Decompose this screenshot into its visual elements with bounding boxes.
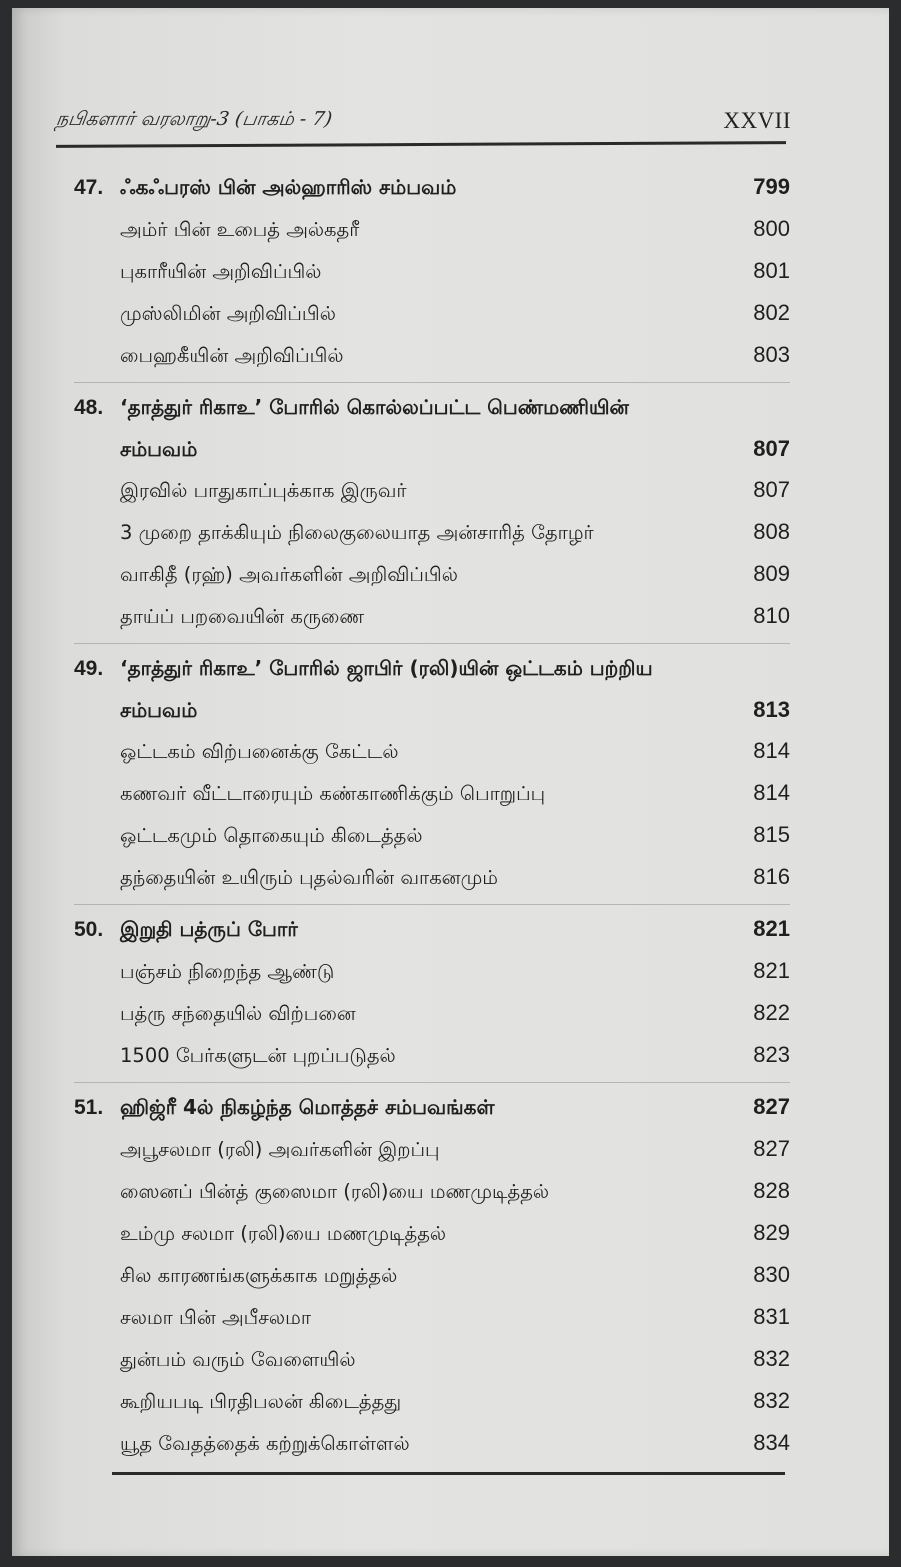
entry-page-number: 809	[753, 561, 790, 586]
chapter-title: சம்பவம்	[120, 437, 198, 461]
entry-title: தந்தையின் உயிரும் புதல்வரின் வாகனமும்	[120, 866, 498, 889]
chapter-number: 48.	[74, 396, 104, 419]
chapter-page-number: 813	[753, 697, 790, 722]
entry-page-number: 829	[753, 1220, 790, 1245]
entry-title: பஞ்சம் நிறைந்த ஆண்டு	[120, 960, 335, 983]
chapter-heading	[74, 434, 790, 464]
entry-page-number: 831	[753, 1304, 790, 1329]
chapter-title: ஃகஃபரஸ் பின் அல்ஹாரிஸ் சம்பவம்	[120, 175, 457, 199]
roman-page-number: XXVII	[723, 108, 791, 133]
entry-page-number: 814	[753, 738, 790, 763]
entry-title: தாய்ப் பறவையின் கருணை	[120, 605, 365, 628]
entry-page-number: 828	[753, 1178, 790, 1203]
chapter-separator	[74, 1082, 790, 1083]
entry-page-number: 815	[753, 822, 790, 847]
chapter-heading	[74, 695, 790, 725]
entry-page-number: 823	[753, 1042, 790, 1067]
entry-title: அபூசலமா (ரலி) அவர்களின் இறப்பு	[120, 1138, 440, 1161]
entry-title: கூறியபடி பிரதிபலன் கிடைத்தது	[120, 1390, 402, 1413]
entry-title: 3 முறை தாக்கியும் நிலைகுலையாத அன்சாரித் தோழர்	[120, 521, 594, 544]
chapter-title: இறுதி பத்ருப் போர்	[120, 917, 298, 941]
toc-entry	[74, 736, 790, 767]
toc-entry	[74, 601, 790, 632]
running-title: நபிகளார் வரலாறு-3 (பாகம் - 7)	[54, 108, 334, 130]
toc-entry	[74, 1218, 790, 1249]
toc-entry	[74, 778, 790, 809]
chapter-heading	[74, 1092, 790, 1123]
page-header	[56, 108, 791, 138]
entry-title: அம்ர் பின் உபைத் அல்கதரீ	[120, 218, 360, 241]
toc-entry	[74, 1176, 790, 1207]
chapter-page-number: 807	[753, 436, 790, 461]
toc-entry	[74, 1428, 790, 1459]
entry-title: இரவில் பாதுகாப்புக்காக இருவர்	[120, 479, 407, 502]
entry-title: வாகிதீ (ரஹ்) அவர்களின் அறிவிப்பில்	[120, 563, 458, 586]
toc-entry	[74, 475, 790, 506]
chapter-page-number: 821	[753, 916, 790, 941]
entry-page-number: 816	[753, 864, 790, 889]
entry-page-number: 832	[753, 1346, 790, 1371]
entry-page-number: 827	[753, 1136, 790, 1161]
chapter-number: 51.	[74, 1096, 104, 1119]
entry-title: முஸ்லிமின் அறிவிப்பில்	[120, 302, 336, 325]
entry-title: சில காரணங்களுக்காக மறுத்தல்	[120, 1264, 398, 1287]
chapter-heading	[74, 653, 790, 684]
chapter-number: 47.	[74, 176, 104, 199]
entry-title: துன்பம் வரும் வேளையில்	[120, 1348, 356, 1371]
toc-entry	[74, 559, 790, 590]
toc-entry	[74, 820, 790, 851]
toc-entry	[74, 1134, 790, 1165]
toc-entry	[74, 998, 790, 1029]
entry-title: உம்மு சலமா (ரலி)யை மணமுடித்தல்	[120, 1222, 447, 1245]
entry-title: சலமா பின் அபீசலமா	[120, 1306, 312, 1329]
toc-entry	[74, 214, 790, 245]
book-page	[12, 8, 889, 1556]
chapter-title: ஹிஜ்ரீ 4ல் நிகழ்ந்த மொத்தச் சம்பவங்கள்	[120, 1095, 495, 1119]
chapter-number: 49.	[74, 657, 104, 680]
chapter-separator	[74, 904, 790, 905]
table-of-contents	[74, 172, 790, 1470]
entry-title: 1500 பேர்களுடன் புறப்படுதல்	[120, 1044, 396, 1067]
entry-title: கணவர் வீட்டாரையும் கண்காணிக்கும் பொறுப்பு	[120, 782, 546, 805]
entry-title: ஒட்டகமும் தொகையும் கிடைத்தல்	[120, 824, 423, 847]
entry-page-number: 803	[753, 342, 790, 367]
entry-page-number: 832	[753, 1388, 790, 1413]
entry-title: ஸைனப் பின்த் குஸைமா (ரலி)யை மணமுடித்தல்	[120, 1180, 550, 1203]
entry-page-number: 830	[753, 1262, 790, 1287]
chapter-page-number: 827	[753, 1094, 790, 1119]
chapter-title: ‘தாத்துர் ரிகாஉ’ போரில் ஜாபிர் (ரலி)யின் ஒட்டகம் பற்றிய	[120, 656, 653, 680]
chapter-heading	[74, 172, 790, 203]
entry-title: பத்ரு சந்தையில் விற்பனை	[120, 1002, 356, 1025]
toc-entry	[74, 956, 790, 987]
toc-entry	[74, 298, 790, 329]
entry-page-number: 800	[753, 216, 790, 241]
entry-page-number: 822	[753, 1000, 790, 1025]
entry-page-number: 810	[753, 603, 790, 628]
chapter-separator	[74, 643, 790, 644]
entry-title: யூத வேதத்தைக் கற்றுக்கொள்ளல்	[120, 1432, 410, 1455]
chapter-heading	[74, 914, 790, 945]
toc-entry	[74, 1386, 790, 1417]
chapter-separator	[74, 382, 790, 383]
entry-title: ஒட்டகம் விற்பனைக்கு கேட்டல்	[120, 740, 399, 763]
toc-entry	[74, 1344, 790, 1375]
toc-entry	[74, 256, 790, 287]
toc-entry	[74, 517, 790, 548]
toc-entry	[74, 340, 790, 371]
entry-title: புகாரீயின் அறிவிப்பில்	[120, 260, 322, 283]
chapter-page-number: 799	[753, 174, 790, 199]
toc-entry	[74, 1302, 790, 1333]
entry-page-number: 814	[753, 780, 790, 805]
toc-entry	[74, 1260, 790, 1291]
chapter-title: சம்பவம்	[120, 698, 198, 722]
toc-entry	[74, 862, 790, 893]
chapter-number: 50.	[74, 918, 104, 941]
footer-rule	[112, 1472, 785, 1475]
toc-entry	[74, 1040, 790, 1071]
header-rule	[56, 141, 786, 148]
entry-page-number: 801	[753, 258, 790, 283]
entry-page-number: 802	[753, 300, 790, 325]
entry-page-number: 807	[753, 477, 790, 502]
entry-title: பைஹகீயின் அறிவிப்பில்	[120, 344, 344, 367]
entry-page-number: 821	[753, 958, 790, 983]
entry-page-number: 808	[753, 519, 790, 544]
chapter-title: ‘தாத்துர் ரிகாஉ’ போரில் கொல்லப்பட்ட பெண்மணியின்	[120, 395, 629, 419]
entry-page-number: 834	[753, 1430, 790, 1455]
chapter-heading	[74, 392, 790, 423]
